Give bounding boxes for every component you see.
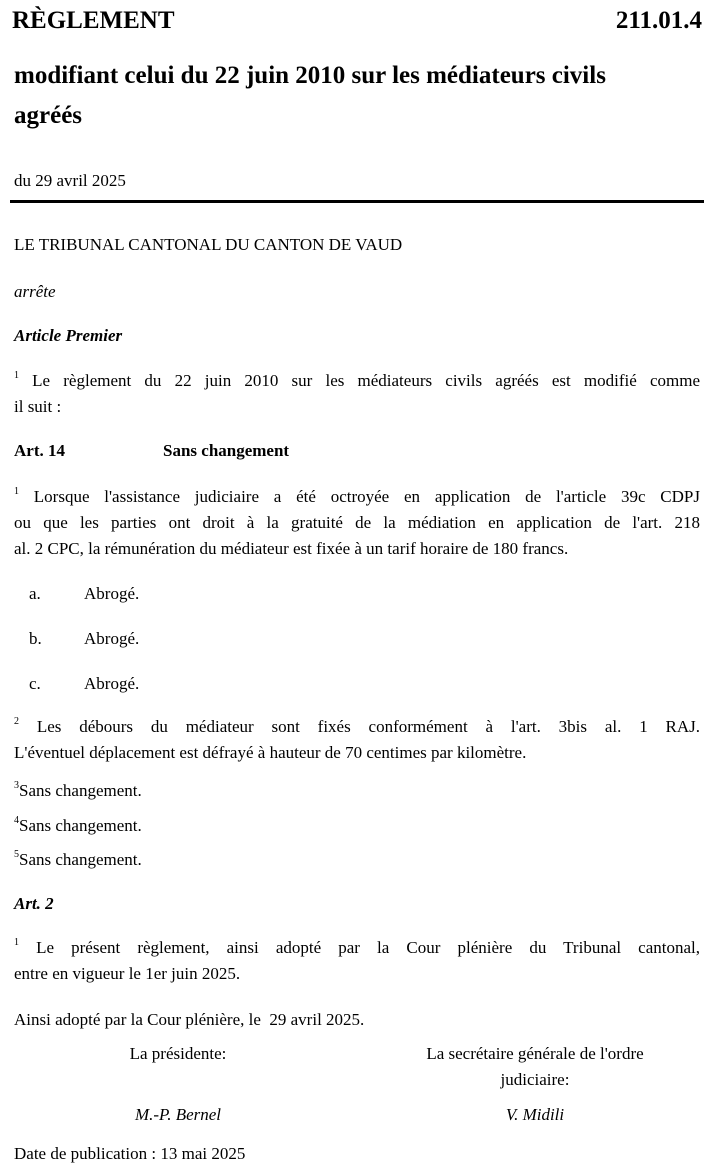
art14-title: Sans changement	[163, 441, 290, 460]
art14-label: Art. 14	[14, 441, 65, 460]
paragraph-line: il suit :	[14, 397, 62, 416]
signature-left-role: La présidente:	[129, 1044, 227, 1063]
paragraph-line: $^1$ Lorsque l'assistance judiciaire a été octroyée en application de l'article 39c CDPJ	[14, 486, 700, 506]
title-line-2: agréés	[14, 102, 83, 129]
art14-alinea-2	[14, 714, 700, 766]
regulation-kind: RÈGLEMENT	[12, 7, 175, 34]
art2-alinea-1	[14, 935, 700, 987]
art14-alinea-4: $^4$Sans changement.	[14, 815, 142, 835]
paragraph-number: 5	[14, 849, 19, 861]
paragraph-number: 2	[14, 716, 19, 728]
art2-label: Art. 2	[14, 894, 54, 913]
list-item-letter: b.	[29, 629, 42, 648]
art14-alinea-5: $^5$Sans changement.	[14, 849, 142, 869]
paragraph-line: $^1$ Le règlement du 22 juin 2010 sur les médiateurs civils agréés est modifié comme	[14, 370, 700, 390]
regulation-title	[14, 56, 606, 136]
regulation-date: du 29 avril 2025	[14, 171, 126, 190]
publication-date: Date de publication : 13 mai 2025	[14, 1144, 246, 1163]
signature-right-name: V. Midili	[505, 1105, 565, 1124]
paragraph-number: 1	[14, 486, 19, 498]
issuer: LE TRIBUNAL CANTONAL DU CANTON DE VAUD	[14, 235, 403, 254]
list-item-text: Abrogé.	[84, 584, 140, 603]
paragraph-line: $^1$ Le présent règlement, ainsi adopté par la Cour plénière du Tribunal cantonal,	[14, 937, 701, 957]
paragraph-line: ou que les parties ont droit à la gratuité de la médiation en application de l'art. 218	[14, 513, 700, 532]
header-divider	[10, 200, 704, 203]
list-item-letter: c.	[29, 674, 41, 693]
list-item-letter: a.	[29, 584, 41, 603]
regulation-number: 211.01.4	[615, 7, 702, 34]
decrees-verb: arrête	[14, 282, 56, 301]
paragraph-number: 1	[14, 937, 19, 949]
art14-alinea-3: $^3$Sans changement.	[14, 780, 142, 800]
adoption-statement: Ainsi adopté par la Cour plénière, le 29 avril 2025.	[14, 1010, 365, 1029]
signature-right-role: La secrétaire générale de l'ordre judiciaire:	[426, 1044, 644, 1089]
paragraph-line: L'éventuel déplacement est défrayé à hauteur de 70 centimes par kilomètre.	[14, 743, 527, 762]
article-premier-heading: Article Premier	[14, 326, 123, 345]
paragraph-line: al. 2 CPC, la rémunération du médiateur est fixée à un tarif horaire de 180 francs.	[14, 539, 569, 558]
paragraph-line: $^2$ Les débours du médiateur sont fixés conformément à l'art. 3bis al. 1 RAJ.	[14, 716, 701, 736]
paragraph-number: 3	[14, 780, 19, 792]
list-item-text: Abrogé.	[84, 629, 140, 648]
paragraph-line: entre en vigueur le 1er juin 2025.	[14, 964, 241, 983]
paragraph-number: 4	[14, 815, 19, 827]
art14-alinea-1	[14, 484, 700, 562]
title-line-1: modifiant celui du 22 juin 2010 sur les médiateurs civils	[14, 62, 606, 89]
paragraph-number: 1	[14, 370, 19, 382]
signature-left-name: M.-P. Bernel	[134, 1105, 222, 1124]
list-item-text: Abrogé.	[84, 674, 140, 693]
article-premier-paragraph	[14, 368, 700, 420]
